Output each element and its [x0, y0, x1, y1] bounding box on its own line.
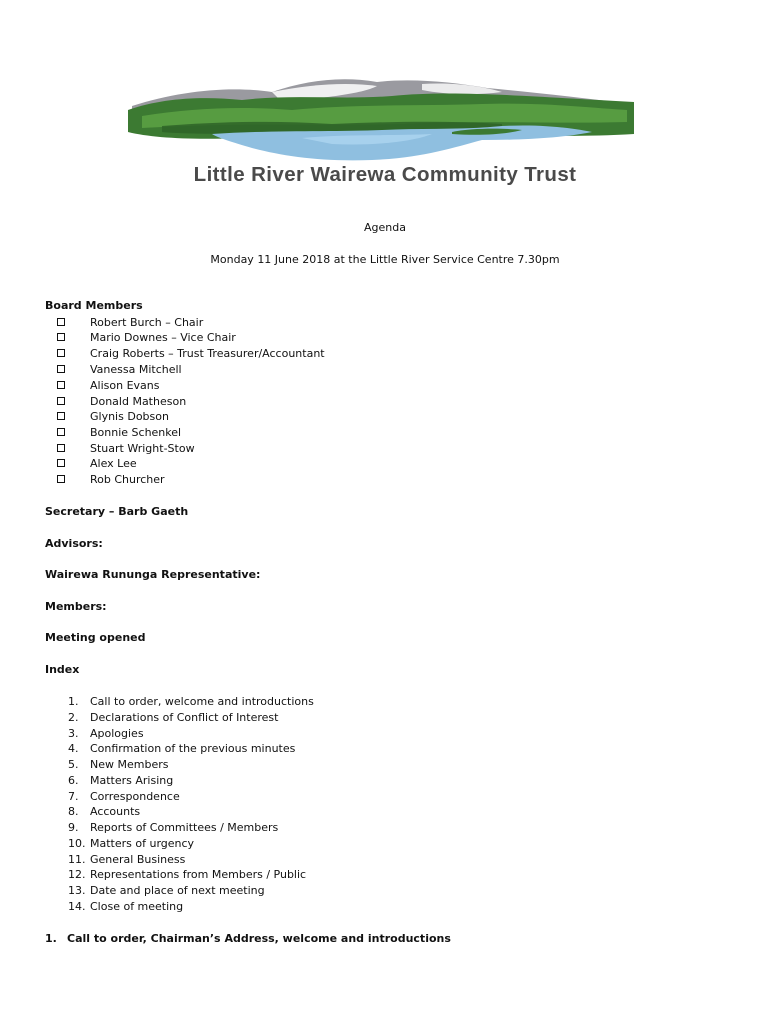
meeting-opened-heading: Meeting opened	[45, 631, 146, 644]
checkbox-icon[interactable]	[57, 381, 65, 389]
checkbox-icon[interactable]	[57, 349, 65, 357]
board-members-heading: Board Members	[45, 299, 143, 312]
checkbox-icon[interactable]	[57, 459, 65, 467]
representative-heading: Wairewa Rununga Representative:	[45, 568, 261, 581]
meeting-date-line: Monday 11 June 2018 at the Little River Service Centre 7.30pm	[210, 253, 560, 266]
checkbox-icon[interactable]	[57, 428, 65, 436]
checkbox-icon[interactable]	[57, 333, 65, 341]
agenda-title: Agenda	[364, 221, 406, 234]
checkbox-icon[interactable]	[57, 412, 65, 420]
secretary-heading: Secretary – Barb Gaeth	[45, 505, 189, 518]
index-heading: Index	[45, 663, 80, 676]
advisors-heading: Advisors:	[45, 537, 103, 550]
checkbox-icon[interactable]	[57, 444, 65, 452]
landscape-logo-icon	[122, 76, 638, 168]
members-heading: Members:	[45, 600, 107, 613]
checkbox-icon[interactable]	[57, 475, 65, 483]
checkbox-icon[interactable]	[57, 318, 65, 326]
logo-title: Little River Wairewa Community Trust	[193, 163, 577, 186]
checkbox-icon[interactable]	[57, 397, 65, 405]
checkbox-icon[interactable]	[57, 365, 65, 373]
